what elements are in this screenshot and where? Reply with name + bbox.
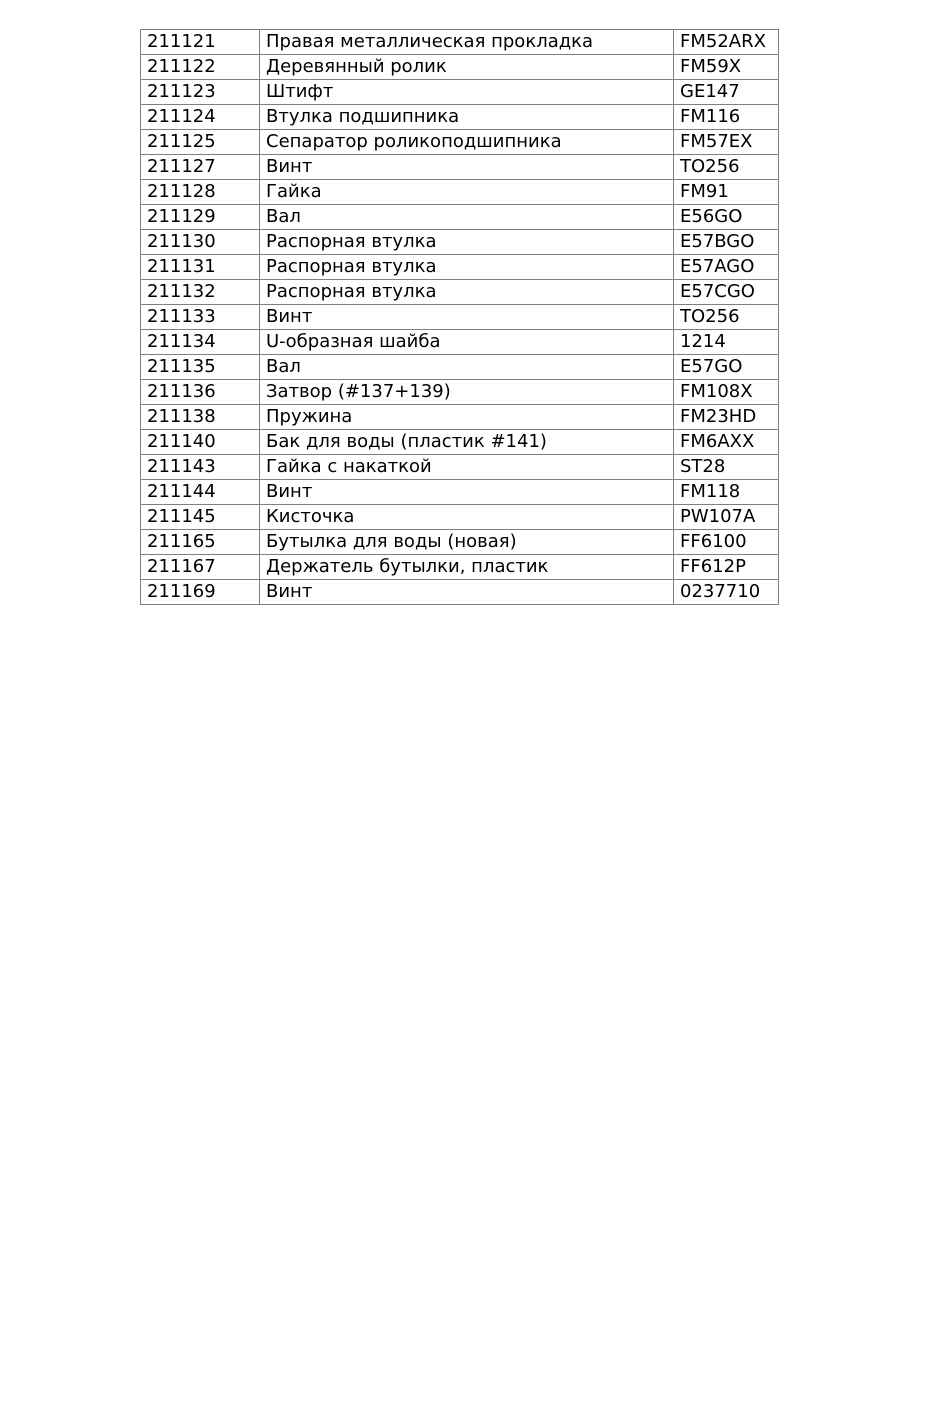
part-code-cell: 211145	[141, 505, 260, 530]
part-code-cell: 211133	[141, 305, 260, 330]
table-row	[141, 405, 779, 430]
part-ref-cell: FM23HD	[674, 405, 779, 430]
part-code-cell: 211140	[141, 430, 260, 455]
part-code-cell: 211124	[141, 105, 260, 130]
part-ref-cell: FM59X	[674, 55, 779, 80]
part-ref-cell: 0237710	[674, 580, 779, 605]
part-name-cell: Кисточка	[260, 505, 674, 530]
part-name-cell: Бак для воды (пластик #141)	[260, 430, 674, 455]
part-name-cell: Винт	[260, 155, 674, 180]
part-code-cell: 211165	[141, 530, 260, 555]
part-name-cell: Штифт	[260, 80, 674, 105]
table-row	[141, 580, 779, 605]
part-name-cell: Гайка с накаткой	[260, 455, 674, 480]
part-ref-cell: TO256	[674, 305, 779, 330]
part-name-cell: Распорная втулка	[260, 255, 674, 280]
table-row	[141, 280, 779, 305]
part-ref-cell: ST28	[674, 455, 779, 480]
table-row	[141, 30, 779, 55]
table-row	[141, 505, 779, 530]
part-name-cell: Правая металлическая прокладка	[260, 30, 674, 55]
part-code-cell: 211167	[141, 555, 260, 580]
part-ref-cell: FM116	[674, 105, 779, 130]
part-ref-cell: FM91	[674, 180, 779, 205]
part-code-cell: 211125	[141, 130, 260, 155]
table-row	[141, 305, 779, 330]
part-name-cell: Распорная втулка	[260, 280, 674, 305]
part-ref-cell: FM57EX	[674, 130, 779, 155]
table-row	[141, 205, 779, 230]
part-ref-cell: E56GO	[674, 205, 779, 230]
parts-table	[140, 29, 779, 605]
parts-table-body	[141, 30, 779, 605]
part-ref-cell: GE147	[674, 80, 779, 105]
table-row	[141, 330, 779, 355]
part-name-cell: U-образная шайба	[260, 330, 674, 355]
part-name-cell: Распорная втулка	[260, 230, 674, 255]
part-ref-cell: FM108X	[674, 380, 779, 405]
table-row	[141, 255, 779, 280]
part-code-cell: 211135	[141, 355, 260, 380]
table-row	[141, 380, 779, 405]
part-code-cell: 211169	[141, 580, 260, 605]
part-code-cell: 211128	[141, 180, 260, 205]
part-ref-cell: FF612P	[674, 555, 779, 580]
part-ref-cell: FM52ARX	[674, 30, 779, 55]
part-ref-cell: E57BGO	[674, 230, 779, 255]
part-ref-cell: FM6AXX	[674, 430, 779, 455]
part-name-cell: Бутылка для воды (новая)	[260, 530, 674, 555]
table-row	[141, 130, 779, 155]
table-row	[141, 555, 779, 580]
part-name-cell: Пружина	[260, 405, 674, 430]
part-code-cell: 211132	[141, 280, 260, 305]
part-code-cell: 211121	[141, 30, 260, 55]
table-row	[141, 180, 779, 205]
table-row	[141, 55, 779, 80]
part-name-cell: Гайка	[260, 180, 674, 205]
table-row	[141, 530, 779, 555]
table-row	[141, 430, 779, 455]
table-row	[141, 355, 779, 380]
table-row	[141, 455, 779, 480]
part-ref-cell: PW107A	[674, 505, 779, 530]
part-name-cell: Втулка подшипника	[260, 105, 674, 130]
part-ref-cell: TO256	[674, 155, 779, 180]
table-row	[141, 105, 779, 130]
part-code-cell: 211144	[141, 480, 260, 505]
part-ref-cell: E57GO	[674, 355, 779, 380]
part-name-cell: Вал	[260, 355, 674, 380]
table-row	[141, 80, 779, 105]
part-name-cell: Деревянный ролик	[260, 55, 674, 80]
part-code-cell: 211131	[141, 255, 260, 280]
part-name-cell: Держатель бутылки, пластик	[260, 555, 674, 580]
part-code-cell: 211138	[141, 405, 260, 430]
table-row	[141, 480, 779, 505]
part-name-cell: Винт	[260, 580, 674, 605]
part-code-cell: 211127	[141, 155, 260, 180]
part-code-cell: 211129	[141, 205, 260, 230]
part-ref-cell: 1214	[674, 330, 779, 355]
part-name-cell: Винт	[260, 305, 674, 330]
table-row	[141, 155, 779, 180]
part-code-cell: 211134	[141, 330, 260, 355]
part-ref-cell: E57CGO	[674, 280, 779, 305]
part-name-cell: Сепаратор роликоподшипника	[260, 130, 674, 155]
part-code-cell: 211136	[141, 380, 260, 405]
part-ref-cell: FF6100	[674, 530, 779, 555]
part-name-cell: Затвор (#137+139)	[260, 380, 674, 405]
part-name-cell: Винт	[260, 480, 674, 505]
part-code-cell: 211123	[141, 80, 260, 105]
part-ref-cell: E57AGO	[674, 255, 779, 280]
part-name-cell: Вал	[260, 205, 674, 230]
part-code-cell: 211143	[141, 455, 260, 480]
table-row	[141, 230, 779, 255]
part-code-cell: 211130	[141, 230, 260, 255]
part-ref-cell: FM118	[674, 480, 779, 505]
part-code-cell: 211122	[141, 55, 260, 80]
